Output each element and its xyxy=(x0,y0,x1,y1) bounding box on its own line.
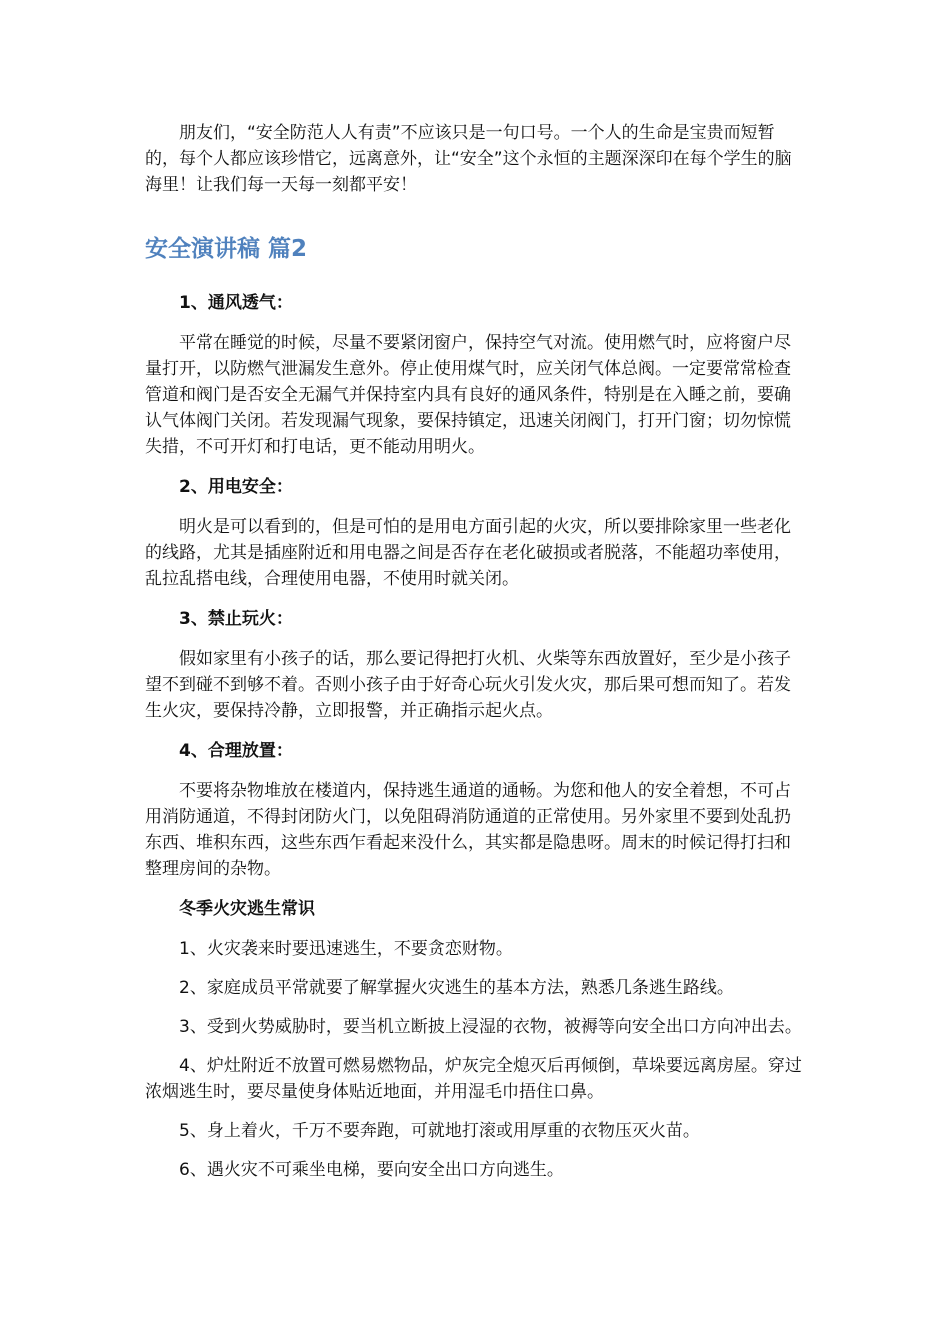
section-4-body: 不要将杂物堆放在楼道内，保持逃生通道的通畅。为您和他人的安全着想，不可占用消防通道，不得封闭防火门，以免阻碍消防通道的正常使用。另外家里不要到处乱扔东西、堆积东西，这些东西乍看起来没什么，其实都是隐患呀。周末的时候记得打扫和整理房间的杂物。 xyxy=(145,781,791,879)
section-1-body: 平常在睡觉的时候，尽量不要紧闭窗户，保持空气对流。使用燃气时，应将窗户尽量打开，以防燃气泄漏发生意外。停止使用煤气时，应关闭气体总阀。一定要常常检查管道和阀门是否安全无漏气并保持室内具有良好的通风条件，特别是在入睡之前，要确认气体阀门关闭。若发现漏气现象，要保持镇定，迅速关闭阀门，打开门窗；切勿惊慌失措，不可开灯和打电话，更不能动用明火。 xyxy=(145,333,791,457)
section-3-title: 3、禁止玩火： xyxy=(179,609,293,629)
winter-tip-4: 4、炉灶附近不放置可燃易燃物品，炉灰完全熄灭后再倾倒，草垛要远离房屋。穿过浓烟逃生时，要尽量使身体贴近地面，并用湿毛巾捂住口鼻。 xyxy=(145,1056,802,1102)
section-3-body: 假如家里有小孩子的话，那么要记得把打火机、火柴等东西放置好，至少是小孩子望不到碰不到够不着。否则小孩子由于好奇心玩火引发火灾，那后果可想而知了。若发生火灾，要保持冷静，立即报警，并正确指示起火点。 xyxy=(145,649,791,721)
intro-paragraph: 朋友们，“安全防范人人有责”不应该只是一句口号。一个人的生命是宝贵而短暂的，每个人都应该珍惜它，远离意外，让“安全”这个永恒的主题深深印在每个学生的脑海里！让我们每一天每一刻都平安！ xyxy=(145,123,792,195)
winter-tip-5: 5、身上着火，千万不要奔跑，可就地打滚或用厚重的衣物压灭火苗。 xyxy=(179,1121,700,1141)
section-2-title: 2、用电安全： xyxy=(179,477,293,497)
winter-tip-2: 2、家庭成员平常就要了解掌握火灾逃生的基本方法，熟悉几条逃生路线。 xyxy=(179,978,734,998)
document-page xyxy=(145,120,805,1196)
section-heading: 安全演讲稿 篇2 xyxy=(145,236,308,262)
winter-tip-6: 6、遇火灾不可乘坐电梯，要向安全出口方向逃生。 xyxy=(179,1160,564,1180)
section-2-body: 明火是可以看到的，但是可怕的是用电方面引起的火灾，所以要排除家里一些老化的线路，尤其是插座附近和用电器之间是否存在老化破损或者脱落，不能超功率使用，乱拉乱搭电线，合理使用电器，不使用时就关闭。 xyxy=(145,517,791,589)
winter-tip-3: 3、受到火势威胁时，要当机立断披上浸湿的衣物，被褥等向安全出口方向冲出去。 xyxy=(179,1017,802,1037)
winter-tips-title: 冬季火灾逃生常识 xyxy=(179,899,315,919)
section-1-title: 1、通风透气： xyxy=(179,293,293,313)
section-4-title: 4、合理放置： xyxy=(179,741,293,761)
winter-tip-1: 1、火灾袭来时要迅速逃生，不要贪恋财物。 xyxy=(179,939,513,959)
